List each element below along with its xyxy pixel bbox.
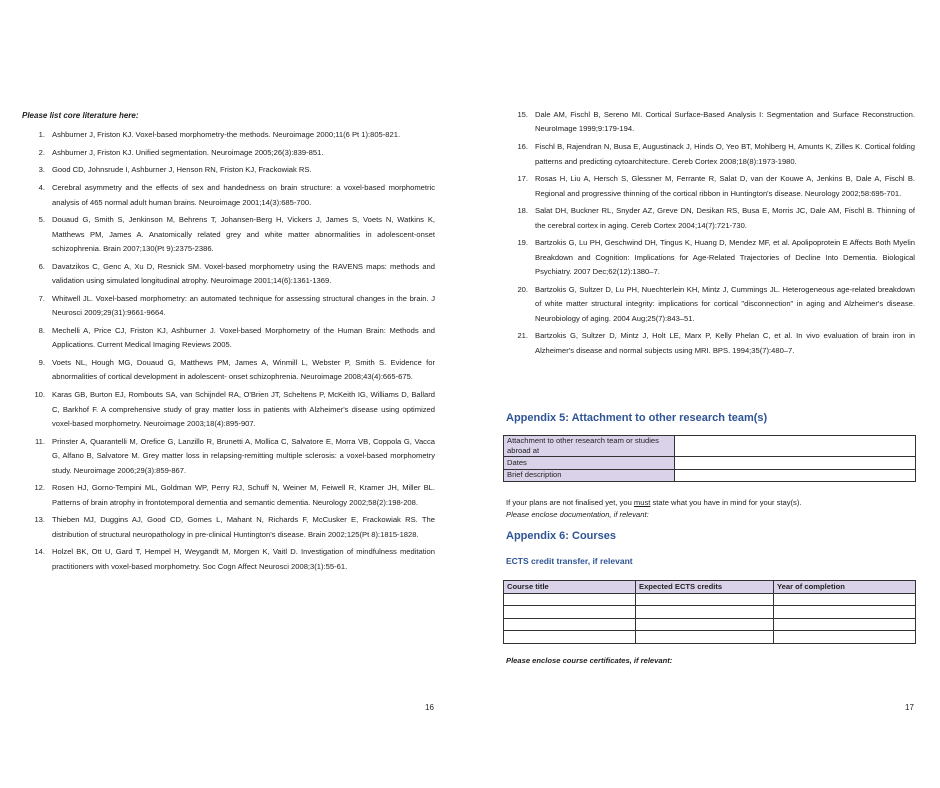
table-row [504, 618, 916, 631]
reference-number: 11. [35, 436, 45, 446]
table-cell[interactable] [774, 606, 916, 619]
reference-item [38, 181, 435, 210]
reference-item [517, 283, 915, 326]
reference-item [34, 545, 435, 574]
reference-number: 3. [38, 165, 45, 175]
reference-text: Karas GB, Burton EJ, Rombouts SA, van Schijndel RA, O'Brien JT, Scheltens P, McKeith IG, Williams D, Ballard C, Barkhof F. A comprehensive study of gray matter loss in patients with Alzheimer's disease using optimized voxel-based morphometry. Neuroimage 2003;18(4):895-907. [52, 390, 435, 428]
reference-text: Holzel BK, Ott U, Gard T, Hempel H, Weygandt M, Morgen K, Vaitl D. Investigation of mindfulness meditation practitioners with voxel-based morphometry. Soc Cogn Affect Neurosci 2008;3(1):55-61. [52, 547, 435, 571]
reference-text: Thieben MJ, Duggins AJ, Good CD, Gomes L, Mahant N, Richards F, McCusker E, Frackowiak RS. The distribution of structural neuropathology in pre-clinical Huntington's disease. Brain 2002;125(Pt 8):1815-1828. [52, 515, 435, 539]
reference-item [517, 236, 915, 279]
appendix6-heading: Appendix 6: Courses [506, 530, 617, 542]
enclose-documentation-note: Please enclose documentation, if relevant: [506, 510, 649, 519]
reference-list-left [34, 128, 435, 578]
reference-text: Salat DH, Buckner RL, Snyder AZ, Greve DN, Desikan RS, Busa E, Morris JC, Dale AM, Fischl B. Thinning of the cerebral cortex in aging. Cereb Cortex 2004;14(7):721-730. [535, 206, 915, 230]
reference-text: Ashburner J, Friston KJ. Unified segmentation. Neuroimage 2005;26(3):839-851. [52, 147, 324, 157]
reference-number: 18. [517, 206, 528, 216]
reference-text: Mechelli A, Price CJ, Friston KJ, Ashburner J. Voxel-based Morphometry of the Human Brain: Methods and Applications. Current Medical Imaging Reviews 2005. [52, 325, 435, 350]
reference-number: 10. [34, 390, 45, 400]
table-row [504, 436, 916, 457]
reference-item [34, 481, 435, 510]
reference-item [517, 204, 915, 233]
table-row [504, 631, 916, 644]
reference-item [38, 146, 435, 160]
reference-text: Dale AM, Fischl B, Sereno MI. Cortical Surface-Based Analysis I: Segmentation and Surface Reconstruction. NeuroImage 1999;9:179-194. [535, 110, 915, 134]
reference-number: 14. [34, 547, 45, 557]
reference-number: 13. [34, 515, 45, 525]
reference-text: Prinster A, Quarantelli M, Orefice G, Lanzillo R, Brunetti A, Mollica C, Salvatore E, Morra VB, Coppola G, Vacca G, Alfano B, Salvatore M. Grey matter loss in relapsing-remitting multiple sclerosis: a voxel-based morphometry study. Neuroimage 2006;29(3):859-867. [52, 436, 435, 475]
table-cell[interactable] [504, 631, 636, 644]
reference-item [38, 260, 435, 289]
attachment-table [503, 435, 916, 482]
reference-number: 1. [38, 130, 45, 139]
reference-number: 2. [38, 147, 45, 157]
table-cell[interactable] [774, 593, 916, 606]
table-cell[interactable] [774, 631, 916, 644]
field-value[interactable] [675, 469, 916, 482]
table-row [504, 469, 916, 482]
reference-text: Davatzikos C, Genc A, Xu D, Resnick SM. Voxel-based morphometry using the RAVENS maps: methods and validation using simulated longitudinal atrophy. Neuroimage 2001;14(6):1361-1369. [52, 261, 435, 286]
reference-item [34, 388, 435, 431]
reference-text: Whitwell JL. Voxel-based morphometry: an automated technique for assessing structural changes in the brain. J Neurosci 2009;29(31):9661-9664. [52, 293, 435, 318]
reference-text: Douaud G, Smith S, Jenkinson M, Behrens T, Johansen-Berg H, Vickers J, James S, Voets N, Watkins K, Matthews PM, James A. Anatomically related grey and white matter abnormalities in adolescent-onset schizophrenia. Brain 2007;130(Pt 9):2375-2386. [52, 215, 435, 254]
table-cell[interactable] [636, 606, 774, 619]
table-cell[interactable] [636, 593, 774, 606]
field-value[interactable] [675, 436, 916, 457]
reference-item [38, 356, 435, 385]
reference-text: Bartzokis G, Sultzer D, Lu PH, Nuechterlein KH, Mintz J, Cummings JL. Heterogeneous age-related breakdown of white matter structural integrity: implications for cortical "disconnection" in aging and Alzheimer's disease. Neurobiology of aging. 2004 Aug;25(7):843–51. [535, 284, 915, 323]
reference-item [38, 213, 435, 256]
reference-item [35, 435, 435, 478]
reference-text: Rosas H, Liu A, Hersch S, Glessner M, Ferrante R, Salat D, van der Kouwe A, Jenkins B, Dale A, Fischl B. Regional and progressive thinning of the cortical ribbon in Huntington's disease. Neurology 2002;58:695-701. [535, 174, 915, 198]
reference-number: 9. [38, 358, 45, 368]
table-row [504, 457, 916, 470]
reference-text: Ashburner J, Friston KJ. Voxel-based morphometry-the methods. Neuroimage 2000;11(6 Pt 1):805-821. [52, 130, 401, 139]
course-certificates-note: Please enclose course certificates, if relevant: [506, 656, 673, 665]
table-row [504, 606, 916, 619]
field-value[interactable] [675, 457, 916, 470]
reference-text: Voets NL, Hough MG, Douaud G, Matthews PM, James A, Winmill L, Webster P, Smith S. Evidence for abnormalities of cortical development in adolescent- onset schizophrenia. Neuroimage 2008;43(4):665-675. [52, 358, 435, 382]
reference-number: 8. [38, 325, 45, 335]
reference-list-right [517, 108, 915, 362]
reference-text: Bartzokis G, Lu PH, Geschwind DH, Tingus K, Huang D, Mendez MF, et al. Apolipoprotein E Affects Both Myelin Breakdown and Cognition: Implications for Age-Related Trajectories of Decline Into Dementia. Biological Psychiatry. 2007 Dec;62(12):1380–7. [535, 238, 915, 277]
page-17 [470, 0, 940, 788]
page-number: 17 [905, 703, 914, 712]
table-cell[interactable] [504, 618, 636, 631]
column-header: Year of completion [774, 581, 916, 594]
field-label: Attachment to other research team or studies abroad at [504, 436, 675, 457]
reference-item [517, 108, 915, 137]
appendix5-heading: Appendix 5: Attachment to other research team(s) [506, 412, 768, 424]
plans-note: If your plans are not finalised yet, you must state what you have in mind for your stay(s). [506, 498, 802, 507]
reference-text: Fischl B, Rajendran N, Busa E, Augustinack J, Hinds O, Yeo BT, Mohlberg H, Amunts K, Zilles K. Cortical folding patterns and predicting cytoarchitecture. Cereb Cortex 2008;18(8):1973-1980. [535, 142, 915, 166]
reference-text: Rosen HJ, Gorno-Tempini ML, Goldman WP, Perry RJ, Schuff N, Weiner M, Feiwell R, Kramer JH, Miller BL. Patterns of brain atrophy in frontotemporal dementia and semantic dementia. Neurology 2002;58(2):198-208. [52, 483, 435, 507]
reference-item [517, 172, 915, 201]
core-literature-heading: Please list core literature here: [22, 111, 139, 120]
reference-item [517, 329, 915, 358]
table-cell[interactable] [504, 606, 636, 619]
table-cell[interactable] [774, 618, 916, 631]
reference-number: 5. [38, 215, 45, 225]
reference-number: 16. [517, 142, 528, 152]
reference-number: 19. [517, 238, 528, 248]
table-cell[interactable] [636, 618, 774, 631]
page-number: 16 [425, 703, 434, 712]
reference-text: Cerebral asymmetry and the effects of sex and handedness on brain structure: a voxel-based morphometric analysis of 465 normal adult human brains. Neuroimage 2001;14(3):685-700. [52, 183, 435, 207]
reference-item [34, 513, 435, 542]
field-label: Dates [504, 457, 675, 470]
reference-number: 12. [34, 483, 45, 493]
reference-number: 7. [38, 293, 45, 303]
reference-number: 6. [38, 261, 45, 271]
reference-item [38, 128, 435, 142]
reference-number: 4. [38, 183, 45, 193]
reference-item [517, 140, 915, 169]
column-header: Expected ECTS credits [636, 581, 774, 594]
reference-number: 21. [517, 331, 528, 341]
ects-subheading: ECTS credit transfer, if relevant [506, 556, 633, 566]
reference-text: Bartzokis G, Sultzer D, Mintz J, Holt LE, Marx P, Kelly Phelan C, et al. In vivo evaluation of brain iron in Alzheimer's disease and normal subjects using MRI. BPS. 1994;35(7):480–7. [535, 331, 915, 355]
courses-table [503, 580, 916, 644]
table-cell[interactable] [636, 631, 774, 644]
table-cell[interactable] [504, 593, 636, 606]
table-row [504, 593, 916, 606]
field-label: Brief description [504, 469, 675, 482]
reference-item [38, 292, 435, 321]
reference-item [38, 324, 435, 353]
reference-number: 15. [517, 110, 528, 119]
reference-item [38, 163, 435, 177]
column-header: Course title [504, 581, 636, 594]
reference-text: Good CD, Johnsrude I, Ashburner J, Henson RN, Friston KJ, Frackowiak RS. [52, 165, 312, 175]
reference-number: 17. [517, 174, 528, 184]
reference-number: 20. [517, 284, 528, 294]
